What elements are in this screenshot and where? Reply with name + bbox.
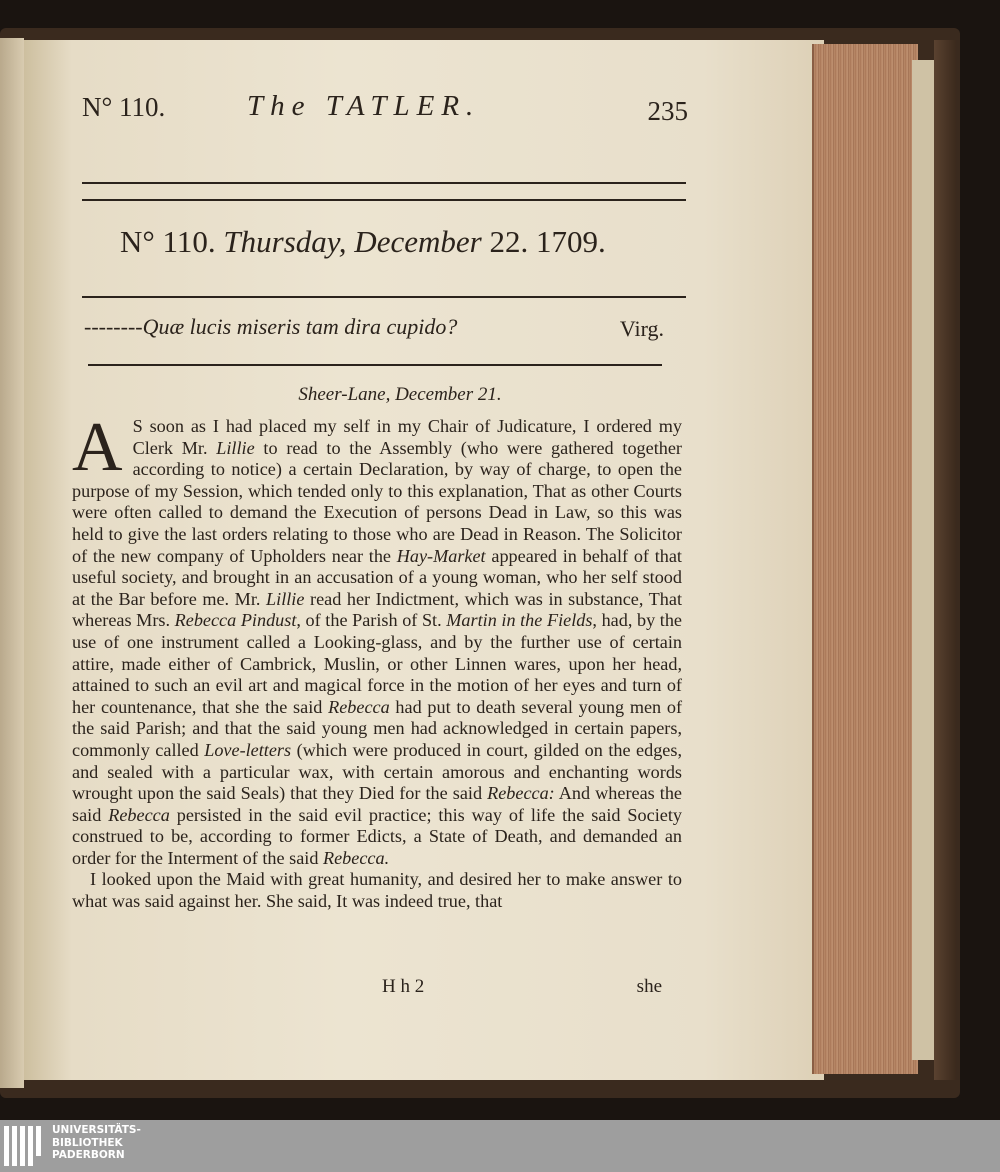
text-segment: , of the Parish of St.	[296, 610, 447, 631]
issue-rule	[82, 296, 686, 298]
dateline: Sheer-Lane, December 21.	[298, 384, 502, 405]
italic-text-segment: Rebecca.	[323, 847, 390, 868]
library-banner	[0, 1120, 1000, 1172]
signature-mark: H h 2	[382, 976, 425, 997]
page-footer	[72, 976, 682, 1000]
running-head-title: The TATLER.	[247, 90, 481, 122]
running-head	[82, 92, 688, 132]
italic-text-segment: Love-letters	[204, 739, 292, 760]
text-segment: had put to death several young men of the said Parish; and that the said young men had acknowledged in certain papers, commonly called	[72, 696, 683, 760]
left-page-edge	[0, 38, 24, 1088]
article-body	[72, 409, 683, 913]
book-page	[24, 40, 824, 1080]
text-segment: to read to the Assembly (who were gathered together according to notice) a certain Declaration, by way of charge, to open the purpose of my Session, which tended only to this explanation, That as other Courts were often called to demand the Execution of persons Dead in Law, so this was held to give the last orders relating to those who are Dead in Reason. The Solicitor of the new company of Upholders near the	[72, 437, 682, 566]
library-name-line-2: BIBLIOTHEK	[52, 1136, 123, 1149]
text-segment: (which were produced in court, gilded on the edges, and sealed with a particular wax, with certain amorous and enchanting words wrought upon the said Seals) that they Died for the said	[72, 739, 682, 804]
motto	[84, 314, 664, 340]
issue-number: N° 110.	[120, 224, 216, 259]
text-segment: persisted in the said evil practice; this way of life the said Society construed to be, according to former Edicts, a State of Death, and demanded an order for the Interment of the said	[72, 804, 682, 868]
italic-text-segment: Lillie	[216, 437, 255, 458]
motto-author: Virg.	[619, 316, 664, 341]
end-paper	[912, 60, 936, 1060]
page-number: 235	[647, 96, 688, 126]
header-rule-bottom	[82, 199, 686, 201]
paragraph-2: I looked upon the Maid with great humanity, and desired her to make answer to what was said against her. She said, It was indeed true, that	[72, 869, 682, 912]
back-board	[934, 40, 956, 1080]
italic-text-segment: Lillie	[266, 588, 305, 609]
italic-text-segment: Martin in the Fields	[446, 610, 593, 631]
motto-rule	[88, 364, 662, 366]
italic-text-segment: Hay-Market	[396, 545, 486, 566]
library-name-line-3: PADERBORN	[52, 1149, 125, 1161]
italic-text-segment: Rebecca	[328, 696, 390, 717]
library-logo-icon	[4, 1126, 44, 1166]
paragraph-1	[72, 409, 683, 869]
issue-date: 22.	[489, 224, 529, 259]
drop-cap: A	[72, 409, 123, 486]
page-edges	[812, 44, 918, 1074]
italic-text-segment: Rebecca:	[487, 783, 555, 804]
text-segment: And whereas the said	[72, 783, 682, 825]
motto-quote: --------Quæ lucis miseris tam dira cupido?	[84, 314, 458, 339]
header-rule-top	[82, 182, 686, 184]
text-segment: S soon as I had placed my self in my Chair of Judicature, I ordered my Clerk Mr.	[132, 416, 682, 458]
text-segment: appeared in behalf of that useful society, and brought in an accusation of a young woman, who her self stood at the Bar before me. Mr.	[72, 545, 682, 609]
catchword: she	[636, 976, 662, 997]
issue-day: Thursday, December	[223, 224, 482, 259]
issue-year: 1709.	[535, 224, 606, 259]
text-segment: read her Indictment, which was in substance, That whereas Mrs.	[72, 588, 682, 631]
library-name-line-1: UNIVERSITÄTS-	[52, 1124, 141, 1136]
italic-text-segment: Rebecca	[108, 804, 170, 825]
running-head-number: N° 110.	[82, 92, 166, 122]
issue-heading	[120, 224, 606, 260]
text-segment: , had, by the use of one instrument called a Looking-glass, and by the further use of certain attire, made either of Cambrick, Muslin, or other Linnen wares, upon her head, attained to such an evil art and magical force in the motion of her eyes and turn of her countenance, that she the said	[72, 610, 682, 717]
library-name	[52, 1124, 141, 1162]
italic-text-segment: Rebecca Pindust	[174, 610, 297, 631]
